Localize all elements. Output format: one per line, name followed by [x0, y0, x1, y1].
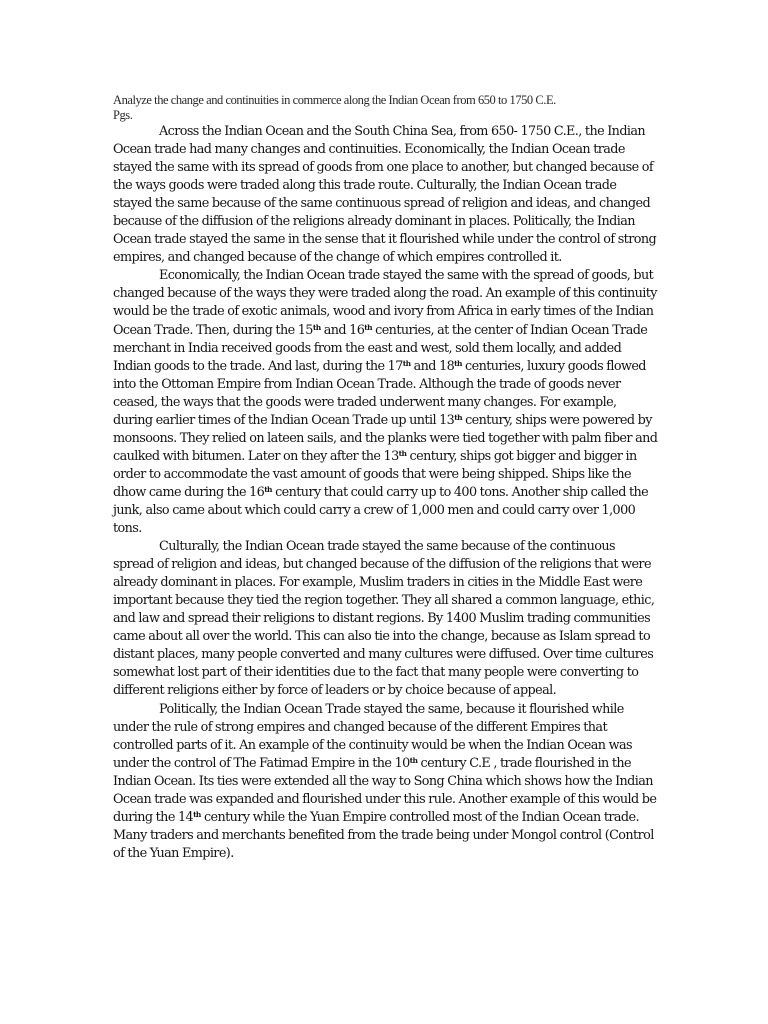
- paragraph-text: and 16: [320, 322, 365, 338]
- prompt-line: Analyze the change and continuities in commerce along the Indian Ocean from 650 to 1750 C.E.: [113, 93, 556, 107]
- paragraph-text: century C.E , trade flourished in the Indian Ocean. Its ties were extended all the way to Song China which shows how the Indian Ocean trade was expanded and flourished under this rule. Another example of this would be during the 14: [113, 755, 657, 825]
- paragraph-text: century, ships were powered by monsoons. They relied on lateen sails, and the planks were tied together with palm fiber and caulked with bitumen. Later on they after the 13: [113, 412, 658, 464]
- paragraph-text: Politically, the Indian Ocean Trade stayed the same, because it flourished while under the rule of strong empires and changed because of the different Empires that controlled parts of it. An example of the continuity would be when the Indian Ocean was under the control of The Fatimad Empire in the 10: [113, 701, 632, 771]
- paragraph-text: century that could carry up to 400 tons. Another ship called the junk, also came about which could carry a crew of 1,000 men and could carry over 1,000 tons.: [113, 484, 649, 537]
- ordinal-superscript: th: [402, 358, 411, 368]
- essay-paragraph: [113, 123, 658, 267]
- ordinal-superscript: th: [409, 755, 418, 765]
- paragraph-text: and 18: [410, 358, 455, 374]
- document-page: [113, 93, 658, 863]
- ordinal-superscript: th: [364, 322, 372, 332]
- paragraph-text: Culturally, the Indian Ocean trade stayed the same because of the continuous spread of religion and ideas, but changed because of the diffusion of the religions that were already dominant in places. For example, Muslim traders in cities in the Middle East were important because they tied the region together. They all shared a common language, ethic, and law and spread their religions to distant regions. By 1400 Muslim trading communities came about all over the world. This can also tie into the change, because as Islam spread to distant places, many people converted and many cultures were diffused. Over time cultures somewhat lost part of their identities due to the fact that many people were converting to different religions either by force of leaders or by choice because of appeal.: [113, 539, 655, 699]
- essay-paragraph: [113, 701, 658, 863]
- ordinal-superscript: th: [193, 809, 201, 819]
- ordinal-superscript: th: [454, 358, 462, 368]
- ordinal-superscript: th: [312, 322, 321, 332]
- essay-prompt: [113, 93, 658, 123]
- paragraph-text: century while the Yuan Empire controlled most of the Indian Ocean trade. Many traders and merchants benefited from the trade being under Mongol control (Control of the Yuan Empire).: [113, 809, 654, 861]
- ordinal-superscript: th: [398, 448, 407, 458]
- essay-paragraph: [113, 538, 658, 700]
- paragraph-text: centuries, luxury goods flowed into the Ottoman Empire from Indian Ocean Trade. Although the trade of goods never ceased, the ways that the goods were traded underwent many changes. For example, during earlier times of the Indian Ocean Trade up until 13: [113, 358, 646, 428]
- paragraph-text: centuries, at the center of Indian Ocean Trade merchant in India received goods from the east and west, sold them locally, and added Indian goods to the trade. And last, during the 17: [113, 322, 648, 374]
- ordinal-superscript: th: [264, 484, 272, 494]
- paragraph-text: Across the Indian Ocean and the South China Sea, from 650- 1750 C.E., the Indian Ocean trade had many changes and continuities. Economically, the Indian Ocean trade stayed the same with its spread of goods from one place to another, but changed because of the ways goods were traded along this trade route. Culturally, the Indian Ocean trade stayed the same because of the same continuous spread of religion and ideas, and changed because of the diffusion of the religions already dominant in places. Politically, the Indian Ocean trade stayed the same in the sense that it flourished while under the control of strong empires, and changed because of the change of which empires controlled it.: [113, 124, 657, 266]
- ordinal-superscript: th: [454, 412, 462, 422]
- paragraph-text: century, ships got bigger and bigger in order to accommodate the vast amount of goods that were being shipped. Ships like the dhow came during the 16: [113, 448, 637, 500]
- essay-paragraph: [113, 267, 658, 538]
- essay-body: [113, 123, 658, 863]
- prompt-pages-label: Pgs.: [113, 108, 133, 122]
- paragraph-text: Economically, the Indian Ocean trade stayed the same with the spread of goods, but changed because of the ways they were traded along the road. An example of this continuity would be the trade of exotic animals, wood and ivory from Africa in early times of the Indian Ocean Trade. Then, during the 15: [113, 268, 657, 338]
